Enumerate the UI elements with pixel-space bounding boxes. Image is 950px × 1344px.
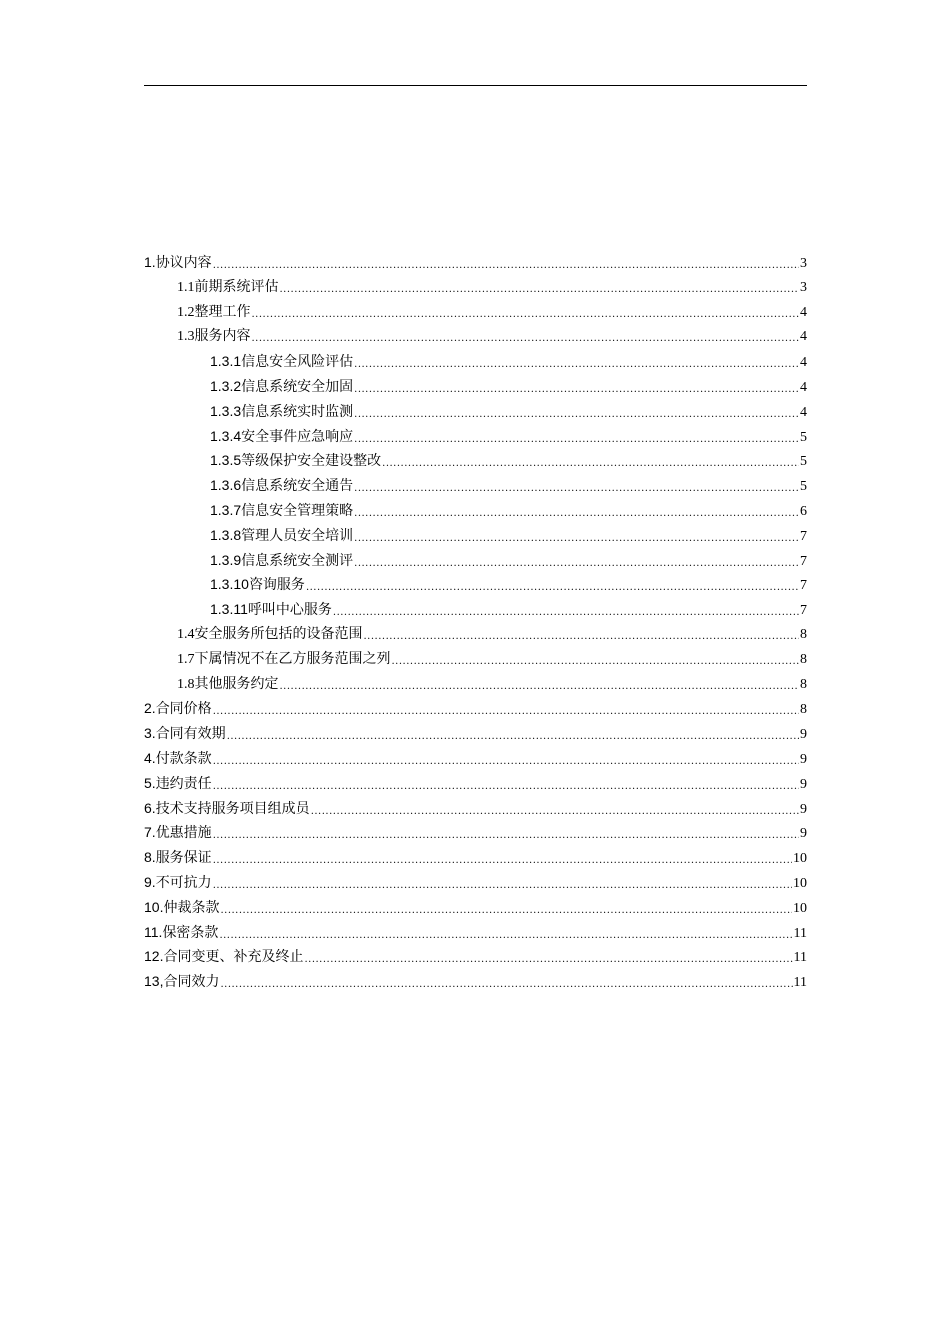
toc-entry[interactable] <box>144 399 807 424</box>
toc-entry-title: 合同变更、补充及终止 <box>163 949 304 966</box>
toc-entry-number: 2. <box>144 700 156 717</box>
toc-entry-number: 1.1 <box>177 279 195 295</box>
toc-entry-title: 服务保证 <box>155 850 212 867</box>
toc-entry-number: 6. <box>144 799 156 816</box>
toc-entry-number: 10. <box>144 898 164 915</box>
toc-entry-number: 5. <box>144 774 156 791</box>
toc-entry-title: 信息系统安全加固 <box>241 378 354 395</box>
toc-entry[interactable] <box>144 870 807 895</box>
header-rule <box>144 85 807 86</box>
toc-entry-number: 1.3.8 <box>210 526 242 543</box>
toc-entry-page: 8 <box>800 676 807 692</box>
toc-entry[interactable] <box>144 448 807 473</box>
toc-leader-dots <box>354 378 799 403</box>
toc-entry-page: 11 <box>793 925 807 941</box>
toc-leader-dots <box>354 403 799 428</box>
toc-leader-dots <box>213 750 799 775</box>
toc-leader-dots <box>213 775 799 800</box>
toc-leader-dots <box>220 973 792 998</box>
toc-entry-number: 13, <box>144 973 164 990</box>
toc-entry-title: 合同效力 <box>163 974 220 991</box>
toc-entry-page: 5 <box>800 479 807 495</box>
toc-entry-title: 不可抗力 <box>155 874 212 891</box>
toc-entry[interactable] <box>144 696 807 721</box>
toc-entry[interactable] <box>144 324 807 349</box>
toc-entry-title: 违约责任 <box>155 775 212 792</box>
toc-entry[interactable] <box>144 597 807 622</box>
toc-entry-page: 9 <box>800 727 807 743</box>
toc-entry-page: 10 <box>793 875 807 891</box>
toc-entry[interactable] <box>144 820 807 845</box>
toc-entry-number: 4. <box>144 749 156 766</box>
toc-entry-title: 信息系统实时监测 <box>241 403 354 420</box>
toc-entry-number: 1.2 <box>177 304 195 320</box>
toc-entry-title: 信息安全管理策略 <box>241 502 354 519</box>
toc-leader-dots <box>354 552 799 577</box>
toc-leader-dots <box>354 527 799 552</box>
toc-entry-title: 咨询服务 <box>248 577 305 594</box>
toc-leader-dots <box>219 924 792 949</box>
toc-entry-number: 11. <box>144 923 163 940</box>
toc-leader-dots <box>213 824 799 849</box>
toc-entry[interactable] <box>144 300 807 325</box>
toc-entry-title: 仲裁条款 <box>163 899 220 916</box>
toc-entry[interactable] <box>144 895 807 920</box>
toc-entry-title: 合同有效期 <box>155 726 226 743</box>
toc-leader-dots <box>354 502 799 527</box>
toc-entry-page: 9 <box>800 801 807 817</box>
toc-entry-page: 11 <box>793 950 807 966</box>
toc-entry-number: 9. <box>144 873 156 890</box>
toc-leader-dots <box>304 948 792 973</box>
toc-entry-number: 1.3.9 <box>210 551 242 568</box>
toc-leader-dots <box>354 353 799 378</box>
toc-leader-dots <box>252 327 800 352</box>
toc-entry-page: 10 <box>793 851 807 867</box>
toc-entry[interactable] <box>144 920 807 945</box>
toc-entry-title: 下属情况不在乙方服务范围之列 <box>194 650 391 667</box>
toc-entry-page: 8 <box>800 702 807 718</box>
toc-entry[interactable] <box>144 498 807 523</box>
toc-entry-number: 1.4 <box>177 626 195 642</box>
toc-leader-dots <box>333 601 799 626</box>
toc-entry-page: 8 <box>800 626 807 642</box>
toc-entry-title: 前期系统评估 <box>194 278 279 295</box>
toc-entry-number: 1.3.3 <box>210 402 242 419</box>
toc-entry-page: 5 <box>800 454 807 470</box>
toc-entry-title: 管理人员安全培训 <box>241 527 354 544</box>
toc-entry-title: 信息安全风险评估 <box>241 354 354 371</box>
toc-entry-title: 合同价格 <box>155 701 212 718</box>
toc-entry-number: 12. <box>144 948 164 965</box>
toc-entry[interactable] <box>144 473 807 498</box>
toc-entry[interactable] <box>144 572 807 597</box>
toc-entry-page: 10 <box>793 900 807 916</box>
toc-entry-title: 技术支持服务项目组成员 <box>155 800 310 817</box>
toc-leader-dots <box>354 428 799 453</box>
toc-entry-number: 1.3.10 <box>210 576 249 593</box>
toc-entry-page: 9 <box>800 751 807 767</box>
toc-entry[interactable] <box>144 672 807 697</box>
toc-entry-page: 4 <box>800 355 807 371</box>
toc-entry-number: 8. <box>144 849 156 866</box>
toc-entry-page: 7 <box>800 553 807 569</box>
toc-leader-dots <box>392 650 800 675</box>
toc-entry-page: 4 <box>800 329 807 345</box>
toc-entry-number: 1.8 <box>177 676 195 692</box>
toc-entry[interactable] <box>144 374 807 399</box>
toc-leader-dots <box>280 278 800 303</box>
toc-leader-dots <box>280 675 800 700</box>
toc-entry[interactable] <box>144 424 807 449</box>
toc-entry[interactable] <box>144 845 807 870</box>
toc-entry-page: 11 <box>793 975 807 991</box>
toc-entry-page: 9 <box>800 776 807 792</box>
toc-entry-page: 4 <box>800 304 807 320</box>
toc-leader-dots <box>354 477 799 502</box>
toc-entry-title: 安全事件应急响应 <box>241 428 354 445</box>
toc-entry-page: 8 <box>800 651 807 667</box>
toc-entry-number: 1. <box>144 254 156 270</box>
toc-entry-title: 信息系统安全通告 <box>241 478 354 495</box>
table-of-contents <box>144 250 807 994</box>
toc-entry-page: 7 <box>800 603 807 619</box>
toc-entry-title: 其他服务约定 <box>194 675 279 692</box>
toc-entry-title: 呼叫中心服务 <box>247 602 332 619</box>
toc-leader-dots <box>306 576 799 601</box>
toc-entry[interactable] <box>144 969 807 994</box>
toc-entry-number: 1.3 <box>177 329 195 345</box>
toc-leader-dots <box>227 725 799 750</box>
toc-entry-page: 6 <box>800 503 807 519</box>
toc-entry-title: 服务内容 <box>194 328 251 345</box>
toc-entry[interactable] <box>144 548 807 573</box>
toc-entry-title: 付款条款 <box>155 750 212 767</box>
toc-leader-dots <box>213 849 792 874</box>
toc-entry[interactable] <box>144 523 807 548</box>
toc-leader-dots <box>252 303 800 328</box>
toc-entry-title: 信息系统安全测评 <box>241 552 354 569</box>
toc-entry[interactable] <box>144 349 807 374</box>
toc-entry[interactable] <box>144 250 807 275</box>
toc-entry-number: 1.3.4 <box>210 427 242 444</box>
toc-entry-title: 等级保护安全建设整改 <box>241 453 382 470</box>
toc-leader-dots <box>213 874 792 899</box>
toc-entry[interactable] <box>144 771 807 796</box>
toc-entry-number: 1.7 <box>177 651 195 667</box>
toc-entry[interactable] <box>144 721 807 746</box>
toc-entry-number: 1.3.7 <box>210 501 242 518</box>
toc-entry-number: 1.3.5 <box>210 452 242 469</box>
toc-entry-page: 3 <box>800 279 807 295</box>
toc-entry-number: 1.3.6 <box>210 477 242 494</box>
toc-entry-number: 1.3.2 <box>210 377 242 394</box>
toc-entry[interactable] <box>144 746 807 771</box>
toc-entry-title: 整理工作 <box>194 303 251 320</box>
toc-entry-title: 优惠措施 <box>155 825 212 842</box>
toc-entry-page: 7 <box>800 528 807 544</box>
toc-entry-page: 9 <box>800 826 807 842</box>
toc-entry-number: 1.3.1 <box>210 353 242 370</box>
toc-entry-number: 7. <box>144 824 156 841</box>
toc-entry-page: 7 <box>800 578 807 594</box>
toc-entry-page: 5 <box>800 429 807 445</box>
toc-entry-title: 协议内容 <box>155 255 212 271</box>
toc-leader-dots <box>213 700 799 725</box>
toc-entry-number: 1.3.11 <box>210 601 248 618</box>
toc-entry-page: 4 <box>800 404 807 420</box>
toc-entry-page: 4 <box>800 379 807 395</box>
toc-leader-dots <box>220 899 792 924</box>
toc-entry-title: 保密条款 <box>162 924 219 941</box>
toc-leader-dots <box>382 452 799 477</box>
toc-entry-page: 3 <box>800 256 807 271</box>
toc-leader-dots <box>311 800 799 825</box>
toc-entry-title: 安全服务所包括的设备范围 <box>194 625 363 642</box>
toc-entry-number: 3. <box>144 725 156 742</box>
toc-leader-dots <box>213 254 799 279</box>
toc-entry[interactable] <box>144 647 807 672</box>
toc-leader-dots <box>364 625 800 650</box>
toc-entry[interactable] <box>144 622 807 647</box>
